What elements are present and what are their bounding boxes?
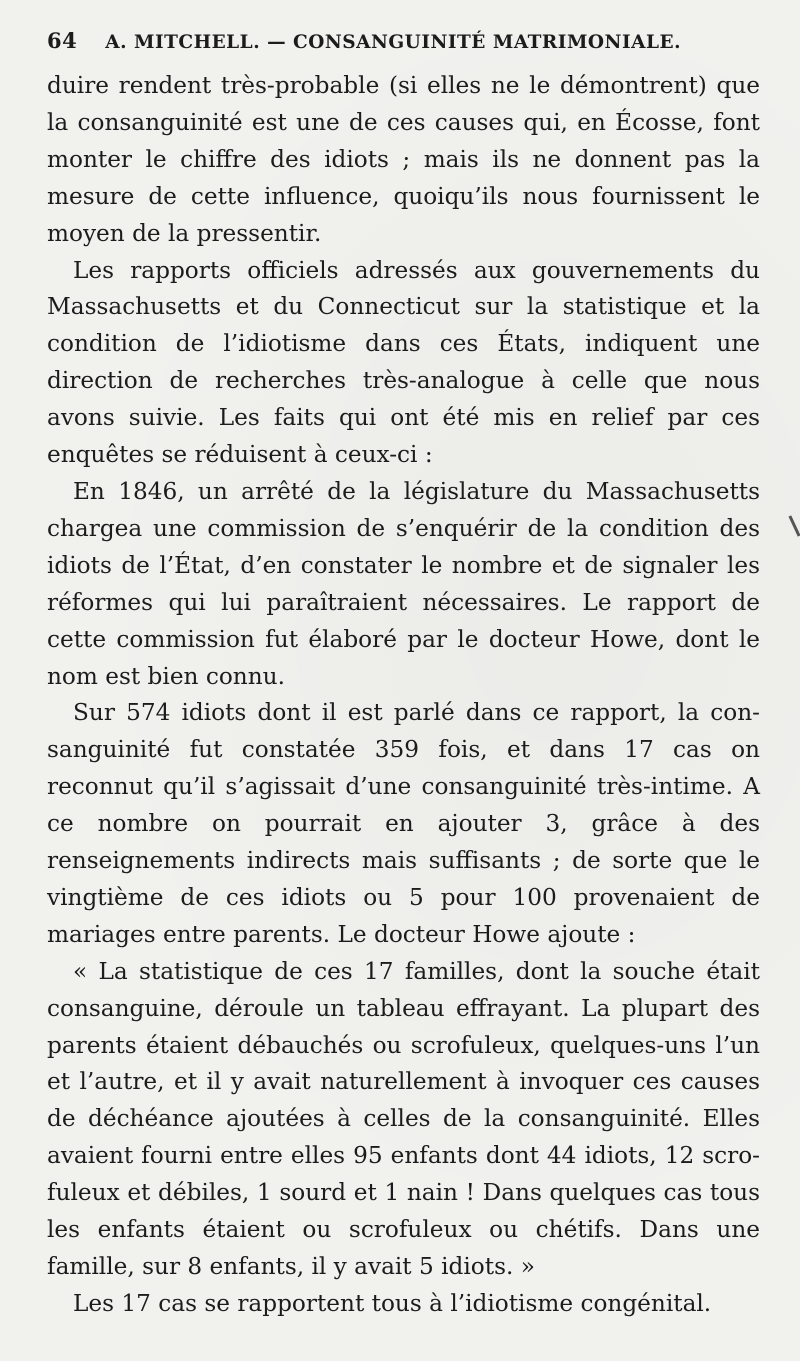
paragraph-congenital: Les 17 cas se rapportent tous à l’idiotisme congénital. [73,1289,712,1317]
paragraph-official-reports: Les rapports officiels adressés aux gouvernements du Massachusetts et du Connecticut sur la statistique et la condition de l’idiotisme dans ces États, indiquent une direction de recherches très-analogue à celle que nous avons suivie. Les faits qui ont été mis en relief par ces enquêtes se réduisent à ceux-ci : [47,256,760,469]
paragraph-continuation: duire rendent très-probable (si elles ne le démontrent) que la consanguinité est une de ces causes qui, en Écosse, font monter le chiffre des idiots ; mais ils ne donnent pas la mesure de cette influence, quoiqu’ils nous fournissent le moyen de la pressentir. [47,72,760,247]
paragraph-1846-commission: En 1846, un arrêté de la législature du Massachusetts chargea une commission de s’enquérir de la condition des idiots de l’État, d’en constater le nombre et de signaler les réformes qui lui paraîtraient nécessaires. Le rapport de cette commission fut élaboré par le docteur Howe, dont le nom est bien connu. [47,477,760,690]
paragraph-howe-statistics: Sur 574 idiots dont il est parlé dans ce rapport, la consanguinité fut constatée 359 fois, et dans 17 cas on reconnut qu’il s’agissait d’une consanguinité très-intime. A ce nombre on pourrait en ajouter 3, grâce à des renseignements indirects mais suffisants ; de sorte que le vingtième de ces idiots ou 5 pour 100 provenaient de mariages entre parents. Le docteur Howe ajoute : [47,699,760,948]
paragraph-howe-quotation: « La statistique de ces 17 familles, dont la souche était consanguine, déroule un tableau effrayant. La plupart des parents étaient débauchés ou scrofuleux, quelques-uns l’un et l’autre, et il y avait naturellement à invoquer ces causes de déchéance ajoutées à celles de la consanguinité. Elles avaient fourni entre elles 95 enfants dont 44 idiots, 12 scrofuleux et débiles, 1 sourd et 1 nain ! Dans quelques cas tous les enfants étaient ou scrofuleux ou chétifs. Dans une famille, sur 8 enfants, il y avait 5 idiots. » [47,957,760,1280]
running-title: A. MITCHELL. — CONSANGUINITÉ MATRIMONIALE. [105,32,682,53]
body-text [47,68,760,1323]
running-head [47,28,760,68]
page-number: 64 [47,28,78,53]
margin-mark [788,515,800,536]
